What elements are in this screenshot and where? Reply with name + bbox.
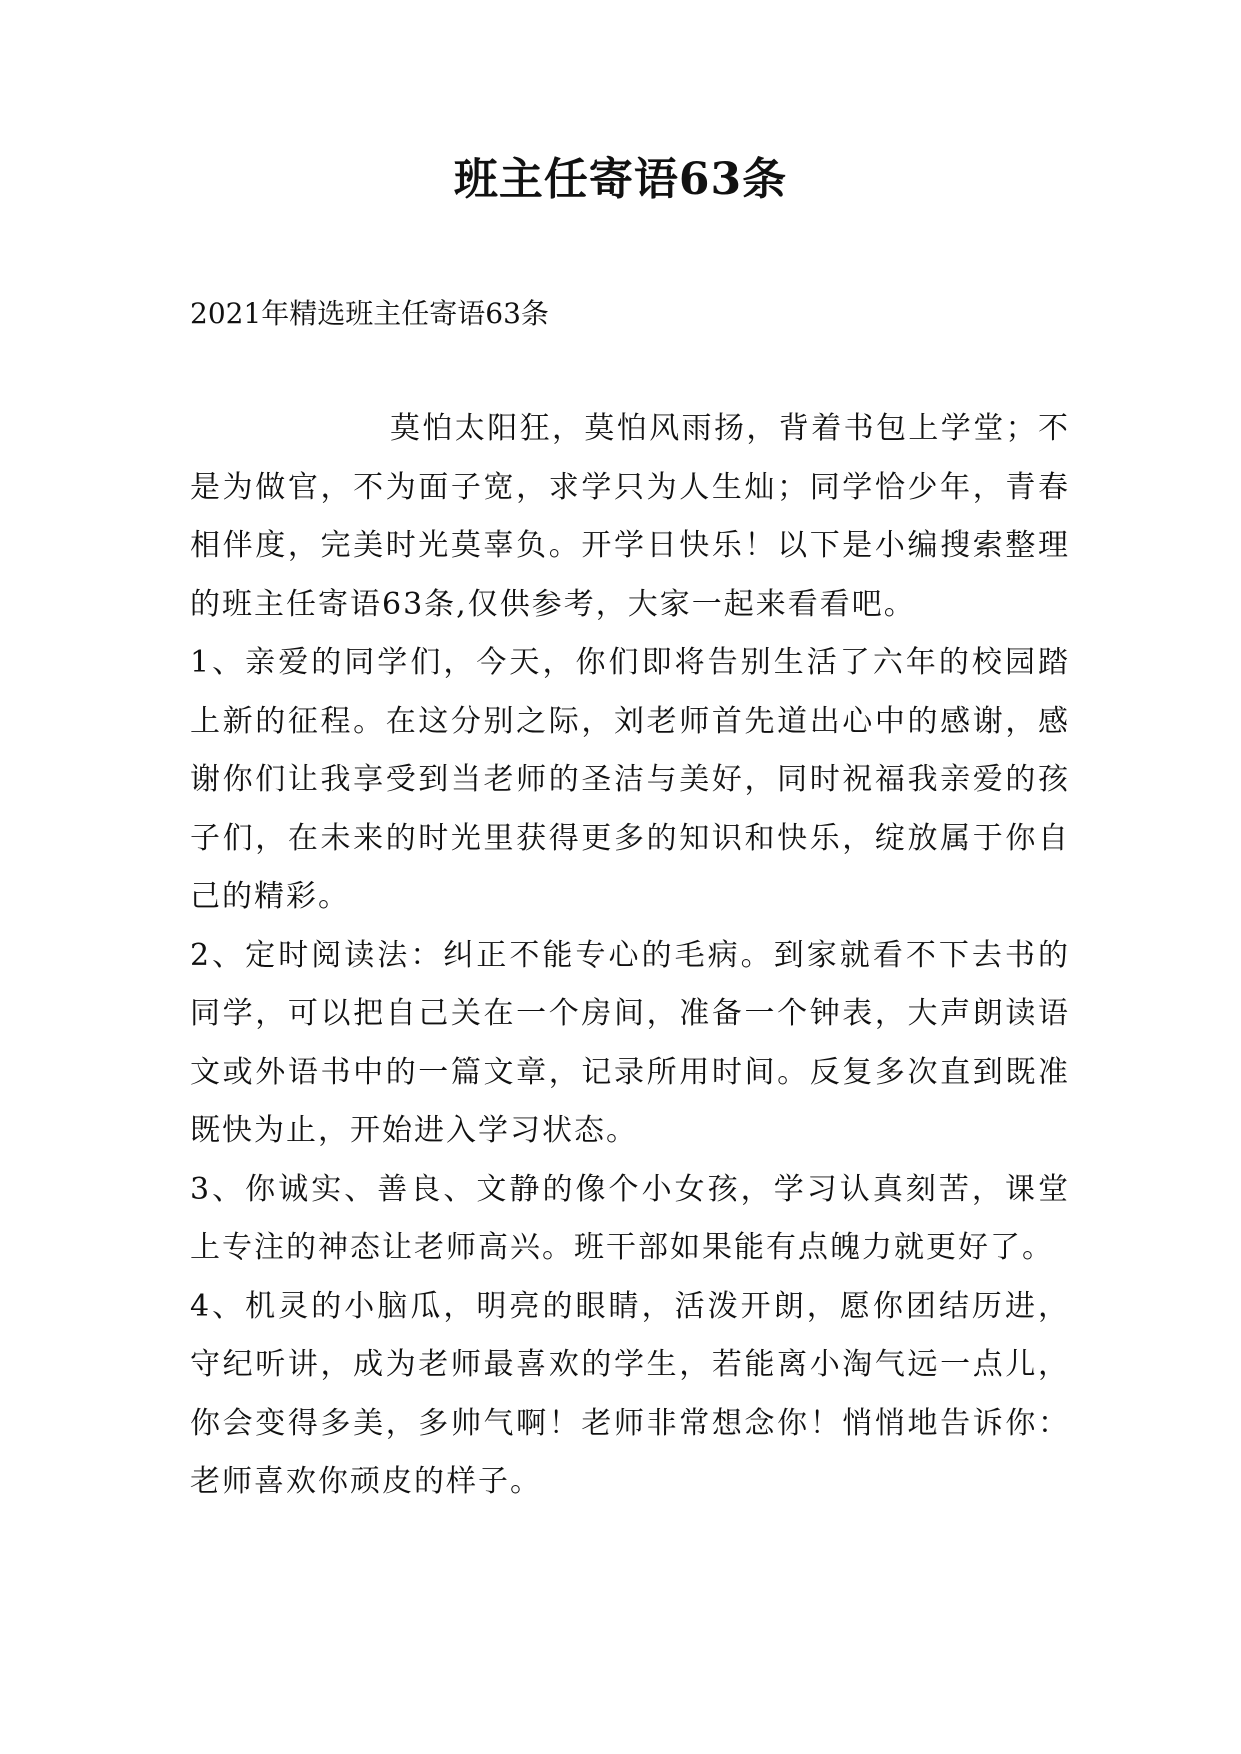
message-paragraph-4: 4、机灵的小脑瓜，明亮的眼睛，活泼开朗，愿你团结历进，守纪听讲，成为老师最喜欢的学生，若能离小淘气远一点儿，你会变得多美，多帅气啊！老师非常想念你！悄悄地告诉你：老师喜欢你顽皮的样子。 [190, 1288, 1070, 1499]
page-subtitle: 2021年精选班主任寄语63条 [190, 297, 549, 330]
page-title: 班主任寄语63条 [453, 154, 788, 205]
message-paragraph-1: 1、亲爱的同学们，今天，你们即将告别生活了六年的校园踏上新的征程。在这分别之际，刘老师首先道出心中的感谢，感谢你们让我享受到当老师的圣洁与美好，同时祝福我亲爱的孩子们，在未来的时光里获得更多的知识和快乐，绽放属于你自己的精彩。 [190, 645, 1070, 914]
intro-paragraph: 莫怕太阳狂，莫怕风雨扬，背着书包上学堂；不是为做官，不为面子宽，求学只为人生灿；同学恰少年，青春相伴度，完美时光莫辜负。开学日快乐！以下是小编搜索整理的班主任寄语63条,仅供参考，大家一起来看看吧。 [190, 411, 1070, 622]
message-paragraph-2: 2、定时阅读法：纠正不能专心的毛病。到家就看不下去书的同学，可以把自己关在一个房间，准备一个钟表，大声朗读语文或外语书中的一篇文章，记录所用时间。反复多次直到既准既快为止，开始进入学习状态。 [190, 937, 1070, 1148]
document-body [190, 400, 1070, 1512]
message-paragraph-3: 3、你诚实、善良、文静的像个小女孩，学习认真刻苦，课堂上专注的神态让老师高兴。班干部如果能有点魄力就更好了。 [190, 1171, 1070, 1265]
